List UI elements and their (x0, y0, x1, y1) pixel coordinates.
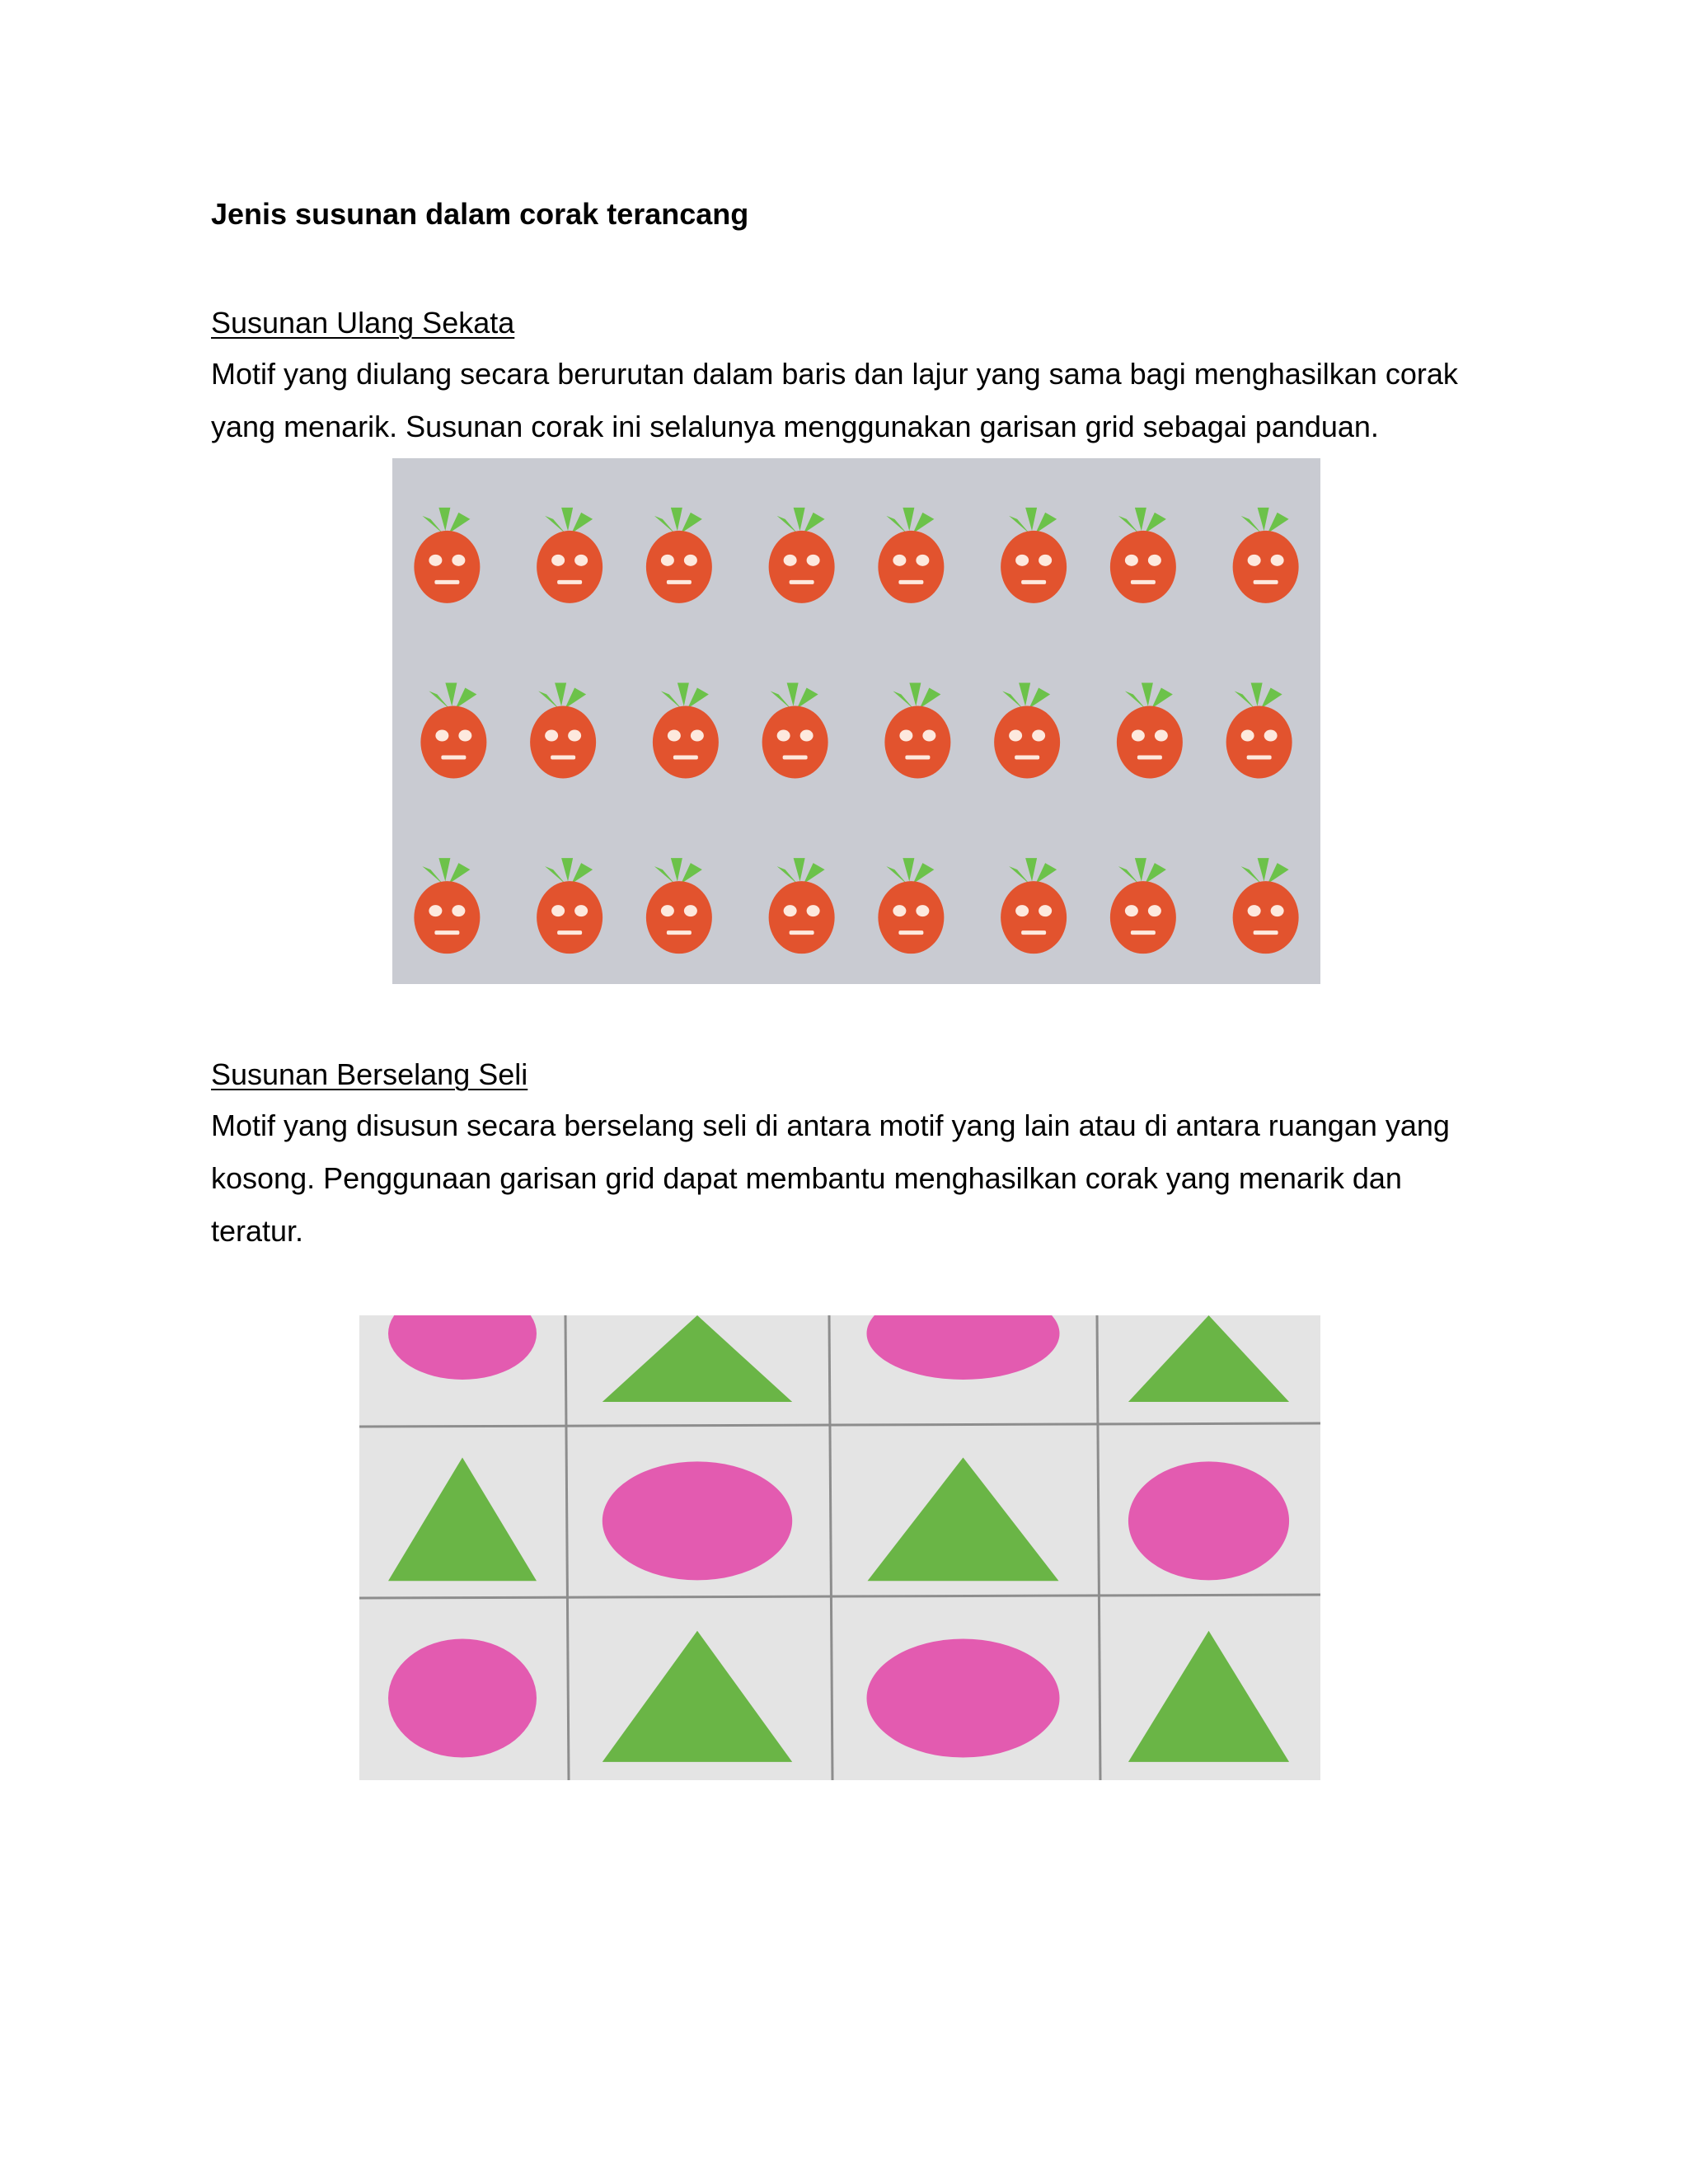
carrot-eye (1155, 730, 1168, 742)
carrot-eye (777, 730, 790, 742)
carrot-eye (684, 555, 697, 566)
section-heading-ulang-sekata: Susunan Ulang Sekata (211, 306, 515, 340)
carrot-mouth (1137, 756, 1162, 760)
carrot-body (1001, 881, 1067, 954)
pink-ellipse-motif (867, 1639, 1060, 1758)
carrot-body (1117, 706, 1183, 779)
page-title: Jenis susunan dalam corak terancang (211, 197, 749, 231)
carrot-body (769, 881, 835, 954)
carrot-eye (1248, 555, 1261, 566)
section-paragraph-ulang-sekata (211, 348, 1458, 453)
pink-ellipse-motif (603, 1461, 792, 1580)
carrot-mouth (898, 930, 923, 935)
carrot-mouth (1254, 580, 1278, 584)
carrot-pattern-canvas (392, 458, 1320, 984)
paragraph-line: Motif yang disusun secara berselang seli di antara motif yang lain atau di antara ruangan yang (211, 1108, 1450, 1142)
carrot-eye (452, 555, 465, 566)
pink-ellipse-motif (388, 1639, 537, 1758)
carrot-eye (661, 555, 674, 566)
carrot-mouth (1247, 756, 1272, 760)
carrot-eye (668, 730, 681, 742)
carrot-body (653, 706, 719, 779)
carrot-eye (1125, 555, 1138, 566)
carrot-eye (1125, 905, 1138, 916)
carrot-mouth (905, 756, 930, 760)
carrot-mouth (790, 930, 814, 935)
carrot-eye (551, 905, 565, 916)
section-paragraph-berselang-seli (211, 1099, 1450, 1258)
carrot-eye (1271, 555, 1284, 566)
carrot-body (1110, 531, 1176, 603)
carrot-eye (429, 905, 442, 916)
carrot-mouth (790, 580, 814, 584)
carrot-mouth (557, 930, 582, 935)
paragraph-line: teratur. (211, 1214, 304, 1248)
carrot-eye (916, 905, 929, 916)
carrot-body (646, 531, 712, 603)
carrot-eye (1015, 905, 1029, 916)
carrot-eye (1271, 905, 1284, 916)
carrot-eye (691, 730, 704, 742)
carrot-body (1110, 881, 1176, 954)
carrot-body (1233, 531, 1299, 603)
carrot-eye (784, 555, 797, 566)
carrot-body (1233, 881, 1299, 954)
carrot-eye (1132, 730, 1145, 742)
carrot-eye (1148, 555, 1161, 566)
carrot-eye (1032, 730, 1045, 742)
carrot-eye (1009, 730, 1022, 742)
carrot-eye (545, 730, 558, 742)
carrot-eye (899, 730, 912, 742)
carrot-body (537, 881, 603, 954)
carrot-body (884, 706, 950, 779)
section-heading-berselang-seli: Susunan Berselang Seli (211, 1057, 528, 1091)
carrot-mouth (673, 756, 698, 760)
carrot-body (537, 531, 603, 603)
carrot-body (878, 531, 944, 603)
carrot-eye (1264, 730, 1278, 742)
carrot-mouth (783, 756, 808, 760)
carrot-body (414, 531, 480, 603)
carrot-body (646, 881, 712, 954)
carrot-body (530, 706, 596, 779)
carrot-eye (429, 555, 442, 566)
carrot-mouth (898, 580, 923, 584)
carrot-mouth (1131, 930, 1156, 935)
alternating-pattern-image (359, 1315, 1320, 1780)
carrot-mouth (434, 930, 459, 935)
carrot-body (769, 531, 835, 603)
carrot-eye (916, 555, 929, 566)
carrot-eye (784, 905, 797, 916)
carrot-eye (661, 905, 674, 916)
carrot-eye (551, 555, 565, 566)
carrot-body (414, 881, 480, 954)
carrot-eye (1039, 555, 1052, 566)
paragraph-line: kosong. Penggunaan garisan grid dapat membantu menghasilkan corak yang menarik dan (211, 1161, 1402, 1195)
paragraph-line: Motif yang diulang secara berurutan dalam baris dan lajur yang sama bagi menghasilkan corak (211, 357, 1458, 391)
carrot-eye (574, 555, 588, 566)
carrot-eye (922, 730, 935, 742)
carrot-eye (568, 730, 581, 742)
carrot-eye (807, 555, 820, 566)
carrot-eye (452, 905, 465, 916)
carrot-body (878, 881, 944, 954)
carrot-eye (1015, 555, 1029, 566)
carrot-pattern-image (392, 458, 1320, 984)
carrot-body (1001, 531, 1067, 603)
carrot-eye (435, 730, 448, 742)
carrot-mouth (441, 756, 466, 760)
carrot-body (420, 706, 486, 779)
carrot-eye (893, 555, 906, 566)
image-background (392, 458, 1320, 984)
alternating-pattern-canvas (359, 1315, 1320, 1780)
carrot-body (1226, 706, 1292, 779)
pink-ellipse-motif (1128, 1461, 1289, 1580)
carrot-eye (800, 730, 814, 742)
carrot-body (762, 706, 828, 779)
carrot-mouth (1021, 580, 1046, 584)
carrot-mouth (1131, 580, 1156, 584)
carrot-eye (893, 905, 906, 916)
carrot-mouth (1021, 930, 1046, 935)
carrot-mouth (551, 756, 575, 760)
carrot-mouth (667, 930, 692, 935)
carrot-mouth (434, 580, 459, 584)
carrot-eye (574, 905, 588, 916)
carrot-mouth (1254, 930, 1278, 935)
carrot-eye (1039, 905, 1052, 916)
carrot-eye (458, 730, 471, 742)
carrot-eye (1248, 905, 1261, 916)
carrot-mouth (1015, 756, 1039, 760)
carrot-body (994, 706, 1060, 779)
carrot-mouth (667, 580, 692, 584)
carrot-eye (1148, 905, 1161, 916)
paragraph-line: yang menarik. Susunan corak ini selalunya menggunakan garisan grid sebagai panduan. (211, 410, 1379, 443)
carrot-eye (1241, 730, 1254, 742)
carrot-eye (684, 905, 697, 916)
carrot-eye (807, 905, 820, 916)
carrot-mouth (557, 580, 582, 584)
